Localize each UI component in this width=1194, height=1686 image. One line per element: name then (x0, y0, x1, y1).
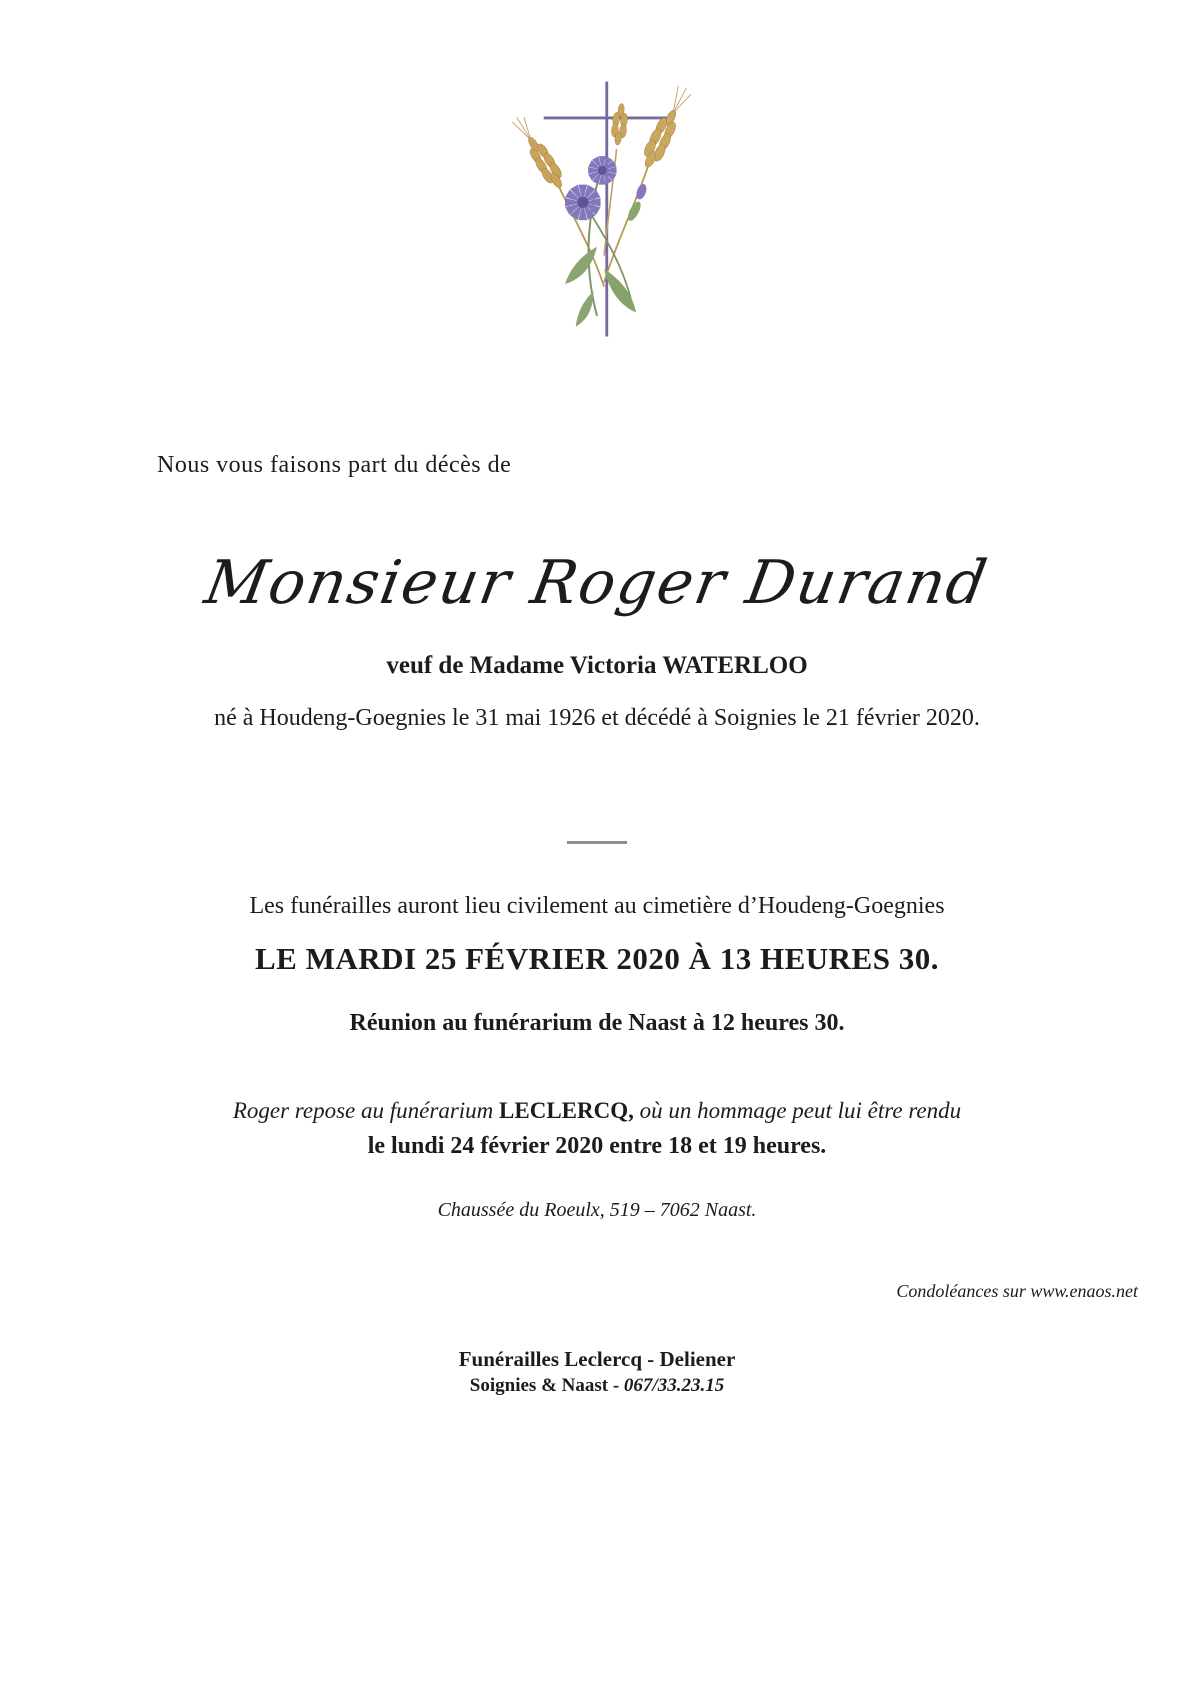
funeral-announcement-line: Les funérailles auront lieu civilement au cimetière d’Houdeng-Goegnies (249, 893, 945, 919)
deceased-name-text: Monsieur Roger Durand (200, 548, 994, 618)
cross-with-wheat-and-cornflowers-icon (499, 78, 695, 340)
header-artwork (0, 78, 1194, 345)
meeting-line: Réunion au funérarium de Naast à 12 heures 30. (349, 1010, 845, 1036)
deceased-name (0, 548, 1194, 618)
funeral-home-contact (0, 1375, 1194, 1397)
repose-suffix: où un hommage peut lui être rendu (633, 1098, 962, 1123)
funeral-date-line: LE MARDI 25 FÉVRIER 2020 À 13 HEURES 30. (255, 941, 939, 976)
relation-line: veuf de Madame Victoria WATERLOO (386, 652, 808, 679)
funeral-home-name: Funérailles Leclercq - Deliener (458, 1347, 736, 1371)
funeral-home-phone: 067/33.23.15 (623, 1375, 725, 1396)
repose-line (0, 1098, 1194, 1124)
repose-funeral-home: LECLERCQ, (499, 1098, 634, 1123)
repose-when-line: le lundi 24 février 2020 entre 18 et 19 heures. (367, 1133, 827, 1159)
condolences-line: Condoléances sur www.enaos.net (896, 1281, 1138, 1301)
birth-death-line: né à Houdeng-Goegnies le 31 mai 1926 et décédé à Soignies le 21 février 2020. (214, 705, 980, 731)
funeral-home-locations: Soignies & Naast - (469, 1375, 624, 1396)
repose-address-line: Chaussée du Roeulx, 519 – 7062 Naast. (437, 1199, 757, 1221)
section-divider (567, 841, 627, 844)
repose-prefix: Roger repose au funérarium (232, 1098, 500, 1123)
intro-line: Nous vous faisons part du décès de (157, 452, 512, 478)
